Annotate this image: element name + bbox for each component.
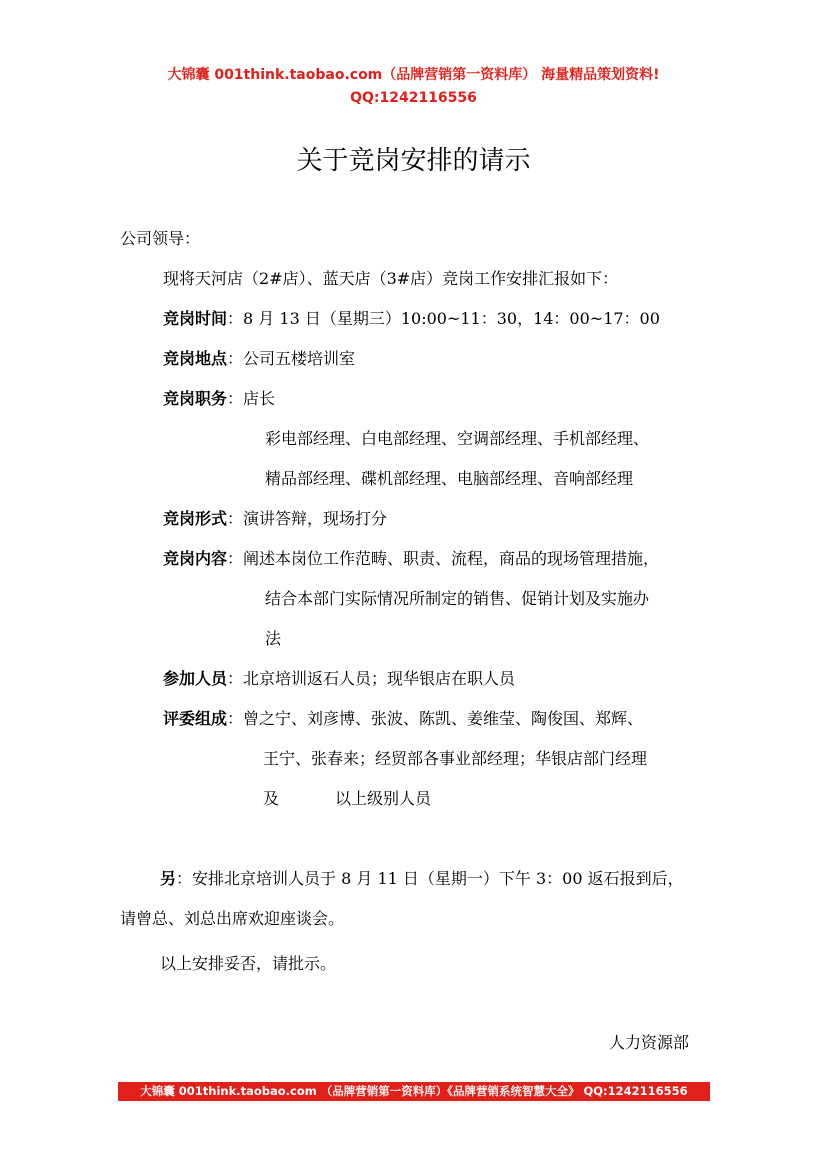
item-content-cont1: 结合本部门实际情况所制定的销售、促销计划及实施办: [265, 589, 650, 608]
closing-request: 以上安排妥否，请批示。: [160, 954, 337, 973]
item-content-colon: ：: [227, 549, 244, 568]
intro-paragraph: 现将天河店（2#店）、蓝天店（3#店）竞岗工作安排汇报如下：: [163, 269, 619, 288]
item-positions-label: 竞岗职务: [163, 389, 228, 408]
item-positions: [163, 389, 275, 409]
item-judges-label: 评委组成: [163, 709, 228, 728]
item-positions-cont1: 彩电部经理、白电部经理、空调部经理、手机部经理、: [265, 429, 650, 448]
item-judges-colon: ：: [227, 709, 244, 728]
item-form-colon: ：: [227, 509, 244, 528]
item-time-colon: ：: [227, 309, 244, 328]
item-time-label: 竞岗时间: [163, 309, 228, 328]
item-place-label: 竞岗地点: [163, 349, 228, 368]
item-positions-value: 店长: [243, 389, 276, 408]
footer-banner: 大锦囊 001think.taobao.com （品牌营销第一资料库）《品牌营销系统智慧大全》 QQ:1242116556: [118, 1082, 710, 1101]
note-colon: ：: [176, 869, 193, 888]
item-judges-value: 曾之宁、刘彦博、张波、陈凯、姜维莹、陶俊国、郑辉、: [243, 709, 644, 728]
salutation: 公司领导：: [120, 229, 201, 248]
item-content-cont2: 法: [265, 629, 282, 648]
item-participants-value: 北京培训返石人员；现华银店在职人员: [243, 669, 516, 688]
item-time: [163, 309, 660, 329]
note-paragraph: [160, 869, 684, 889]
item-place-value: 公司五楼培训室: [243, 349, 356, 368]
note-text1: 安排北京培训人员于 8 月 11 日（星期一）下午 3：00 返石报到后，: [192, 869, 684, 888]
item-judges-cont1: 王宁、张春来；经贸部各事业部经理；华银店部门经理: [263, 749, 648, 768]
item-judges-cont2a: 及: [263, 789, 280, 808]
item-participants-label: 参加人员: [163, 669, 228, 688]
item-content-value: 阐述本岗位工作范畴、职责、流程，商品的现场管理措施，: [243, 549, 660, 568]
item-form-label: 竞岗形式: [163, 509, 228, 528]
item-place: [163, 349, 355, 369]
item-positions-cont2: 精品部经理、碟机部经理、电脑部经理、音响部经理: [265, 469, 634, 488]
item-positions-colon: ：: [227, 389, 244, 408]
item-form: [163, 509, 387, 529]
item-judges: [163, 709, 643, 729]
document-title: 关于竞岗安排的请示: [296, 146, 531, 176]
note-label: 另: [160, 869, 177, 888]
item-content: [163, 549, 659, 569]
item-judges-cont2b: 以上级别人员: [335, 789, 432, 808]
header-banner-text: 大锦囊 001think.taobao.com（品牌营销第一资料库） 海量精品策划资料!: [167, 67, 660, 83]
note-text2: 请曾总、刘总出席欢迎座谈会。: [120, 909, 345, 928]
item-judges-cont2: [263, 789, 431, 809]
item-place-colon: ：: [227, 349, 244, 368]
item-form-value: 演讲答辩，现场打分: [243, 509, 388, 528]
header-qq: QQ:1242116556: [350, 90, 477, 106]
item-content-label: 竞岗内容: [163, 549, 228, 568]
item-time-value: 8 月 13 日（星期三）10:00~11：30，14：00~17：00: [243, 309, 660, 328]
item-participants: [163, 669, 515, 689]
signature-department: 人力资源部: [609, 1033, 690, 1052]
item-participants-colon: ：: [227, 669, 244, 688]
